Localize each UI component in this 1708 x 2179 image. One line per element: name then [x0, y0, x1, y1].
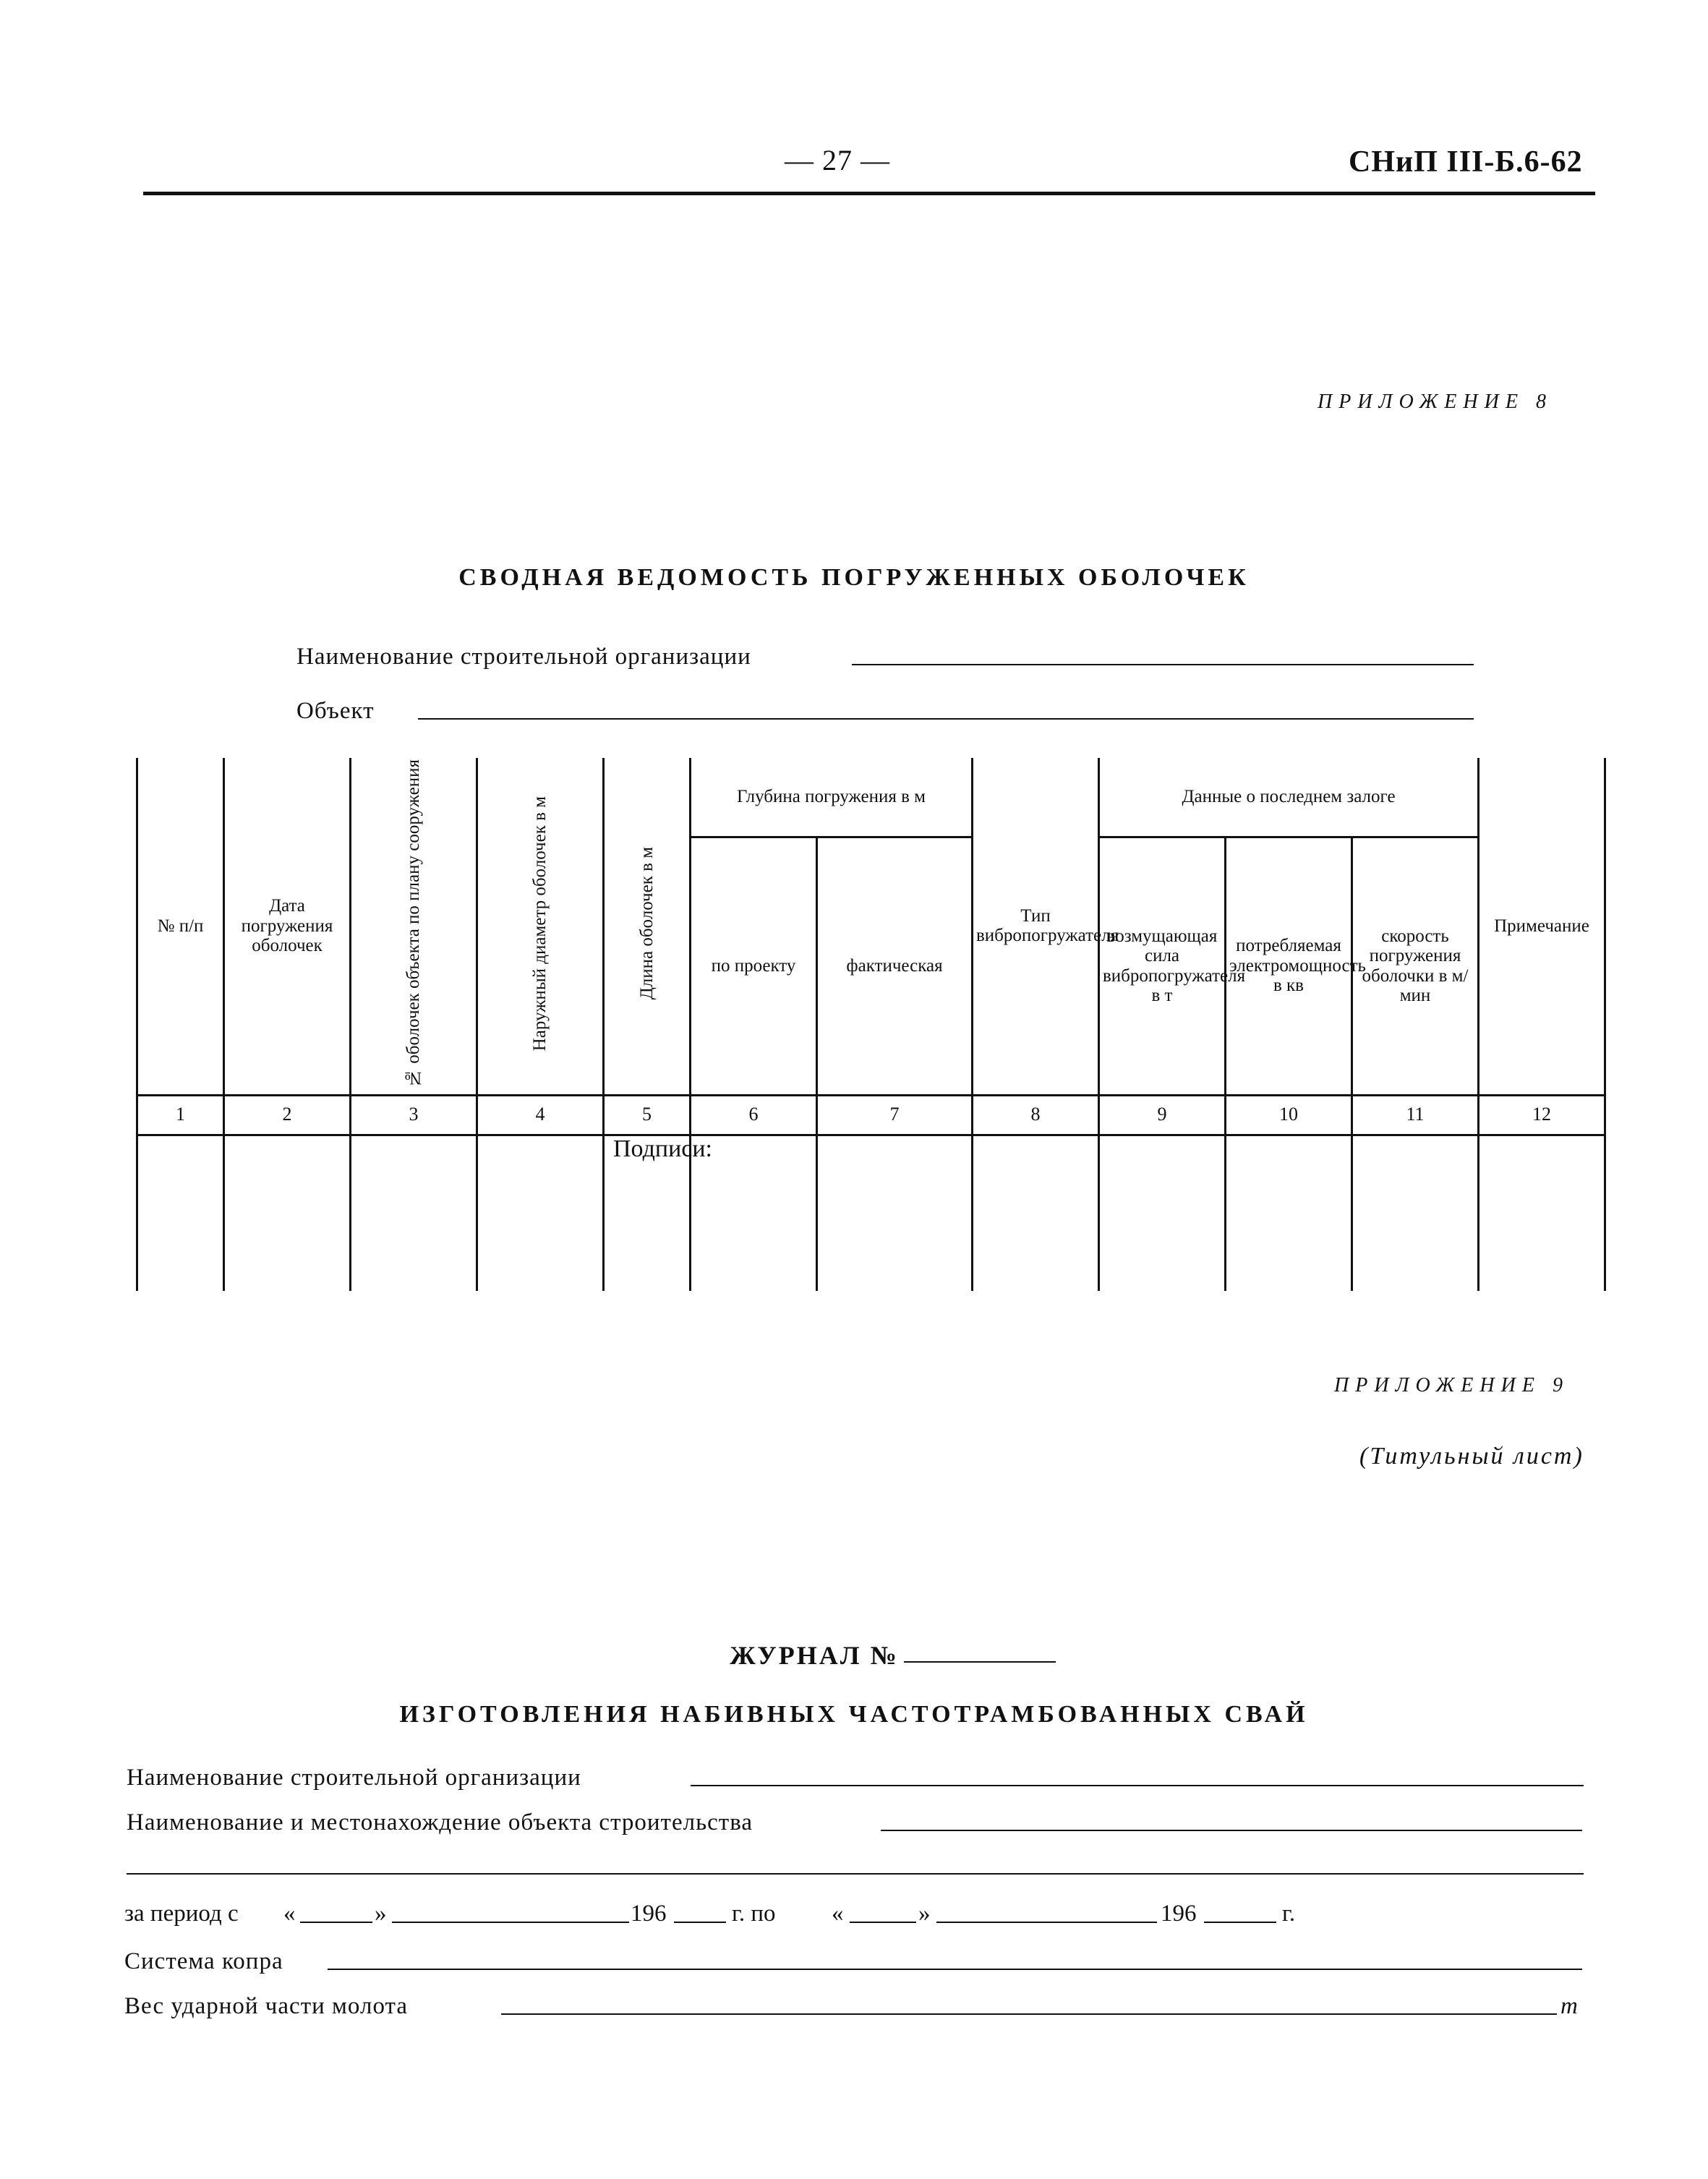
quote-open-1: «	[283, 1901, 296, 1927]
object-input-line[interactable]	[418, 718, 1474, 720]
org-field-2	[127, 1765, 581, 1791]
col-number: 2	[224, 1095, 351, 1135]
quote-close-1: »	[375, 1901, 387, 1927]
col-header-length	[604, 758, 691, 1095]
weight-unit: т	[1560, 1993, 1578, 2019]
col-header-length-text: Длина оболочек в м	[636, 847, 657, 1000]
col-header-shell-number-text: № оболочек объекта по плану сооружения	[403, 759, 424, 1088]
journal-heading	[0, 1640, 1708, 1671]
quote-close-2: »	[918, 1901, 931, 1927]
col-header-force: возмущающая сила вибропогружателя в т	[1099, 837, 1226, 1095]
signatures-label: Подписи:	[613, 1135, 712, 1162]
table-cell[interactable]	[973, 1135, 1099, 1291]
col-number: 6	[691, 1095, 817, 1135]
col-number: 5	[604, 1095, 691, 1135]
col-header-number: № п/п	[137, 758, 224, 1095]
object-input-line-2[interactable]	[881, 1830, 1582, 1831]
page-number: — 27 —	[785, 144, 890, 176]
document-code: СНиП III-Б.6-62	[1349, 145, 1583, 179]
group-header-depth: Глубина погружения в м	[691, 758, 973, 837]
col-number: 7	[817, 1095, 973, 1135]
year-to-prefix: 196	[1161, 1901, 1197, 1927]
vedomost-table	[136, 758, 1589, 1125]
col-number: 10	[1226, 1095, 1352, 1135]
appendix-8-title: СВОДНАЯ ВЕДОМОСТЬ ПОГРУЖЕННЫХ ОБОЛОЧЕК	[458, 564, 1250, 591]
table-cell[interactable]	[817, 1135, 973, 1291]
col-number: 8	[973, 1095, 1099, 1135]
title-sheet-label: (Титульный лист)	[1359, 1443, 1584, 1470]
col-header-note: Примечание	[1479, 758, 1605, 1095]
col-header-vibro-type: Тип вибропогружателя	[973, 758, 1099, 1095]
day-from-line[interactable]	[300, 1922, 372, 1923]
table-cell[interactable]	[1099, 1135, 1226, 1291]
org-input-line[interactable]	[852, 664, 1474, 665]
table-cell[interactable]	[1479, 1135, 1605, 1291]
col-header-shell-number	[351, 758, 477, 1095]
table-cell[interactable]	[1226, 1135, 1352, 1291]
col-header-date: Дата погружения оболочек	[224, 758, 351, 1095]
col-number: 9	[1099, 1095, 1226, 1135]
day-to-line[interactable]	[850, 1922, 916, 1923]
table-cell[interactable]	[137, 1135, 224, 1291]
month-from-line[interactable]	[392, 1922, 629, 1923]
year-from-prefix: 196	[631, 1901, 667, 1927]
year-from-line[interactable]	[674, 1922, 726, 1923]
weight-input-line[interactable]	[501, 2013, 1557, 2015]
weight-label: Вес ударной части молота	[124, 1993, 408, 2019]
month-to-line[interactable]	[936, 1922, 1157, 1923]
col-header-power: потребляемая электромощность в кв	[1226, 837, 1352, 1095]
quote-open-2: «	[832, 1901, 844, 1927]
object-label: Объект	[296, 698, 375, 724]
col-header-by-project: по проекту	[691, 837, 817, 1095]
object-field	[296, 698, 375, 725]
year-to-label: г. по	[732, 1901, 776, 1927]
col-number: 12	[1479, 1095, 1605, 1135]
year-to-suffix: г.	[1282, 1901, 1296, 1927]
appendix-9-label: ПРИЛОЖЕНИЕ 9	[1334, 1374, 1569, 1396]
org-field	[296, 644, 751, 670]
col-header-actual: фактическая	[817, 837, 973, 1095]
col-header-diameter-text: Наружный диаметр оболочек в м	[530, 796, 550, 1052]
table-cell[interactable]	[224, 1135, 351, 1291]
kopr-field	[124, 1948, 283, 1975]
weight-field	[124, 1993, 408, 2020]
table-cell[interactable]	[1352, 1135, 1479, 1291]
col-header-speed: скорость погружения оболочки в м/мин	[1352, 837, 1479, 1095]
appendix-8-label: ПРИЛОЖЕНИЕ 8	[1318, 391, 1553, 413]
object-field-2	[127, 1809, 753, 1836]
org-label: Наименование строительной организации	[296, 644, 751, 670]
object-input-line-3[interactable]	[127, 1873, 1584, 1875]
year-to-line[interactable]	[1204, 1922, 1276, 1923]
col-number: 11	[1352, 1095, 1479, 1135]
appendix-9-title: ИЗГОТОВЛЕНИЯ НАБИВНЫХ ЧАСТОТРАМБОВАННЫХ СВАЙ	[399, 1701, 1309, 1728]
table-cell[interactable]	[477, 1135, 604, 1291]
kopr-input-line[interactable]	[328, 1969, 1582, 1970]
col-header-diameter	[477, 758, 604, 1095]
col-number: 4	[477, 1095, 604, 1135]
kopr-label: Система копра	[124, 1948, 283, 1974]
table-cell[interactable]	[351, 1135, 477, 1291]
group-header-last-zalog: Данные о последнем залоге	[1099, 758, 1479, 837]
journal-number-line[interactable]	[904, 1661, 1056, 1663]
org-input-line-2[interactable]	[691, 1785, 1584, 1786]
col-number: 1	[137, 1095, 224, 1135]
col-number: 3	[351, 1095, 477, 1135]
header-rule	[143, 192, 1595, 195]
period-from-label: за период с	[124, 1901, 239, 1927]
org-label-2: Наименование строительной организации	[127, 1765, 581, 1791]
journal-label: ЖУРНАЛ №	[730, 1641, 899, 1670]
object-label-2: Наименование и местонахождение объекта строительства	[127, 1809, 753, 1835]
